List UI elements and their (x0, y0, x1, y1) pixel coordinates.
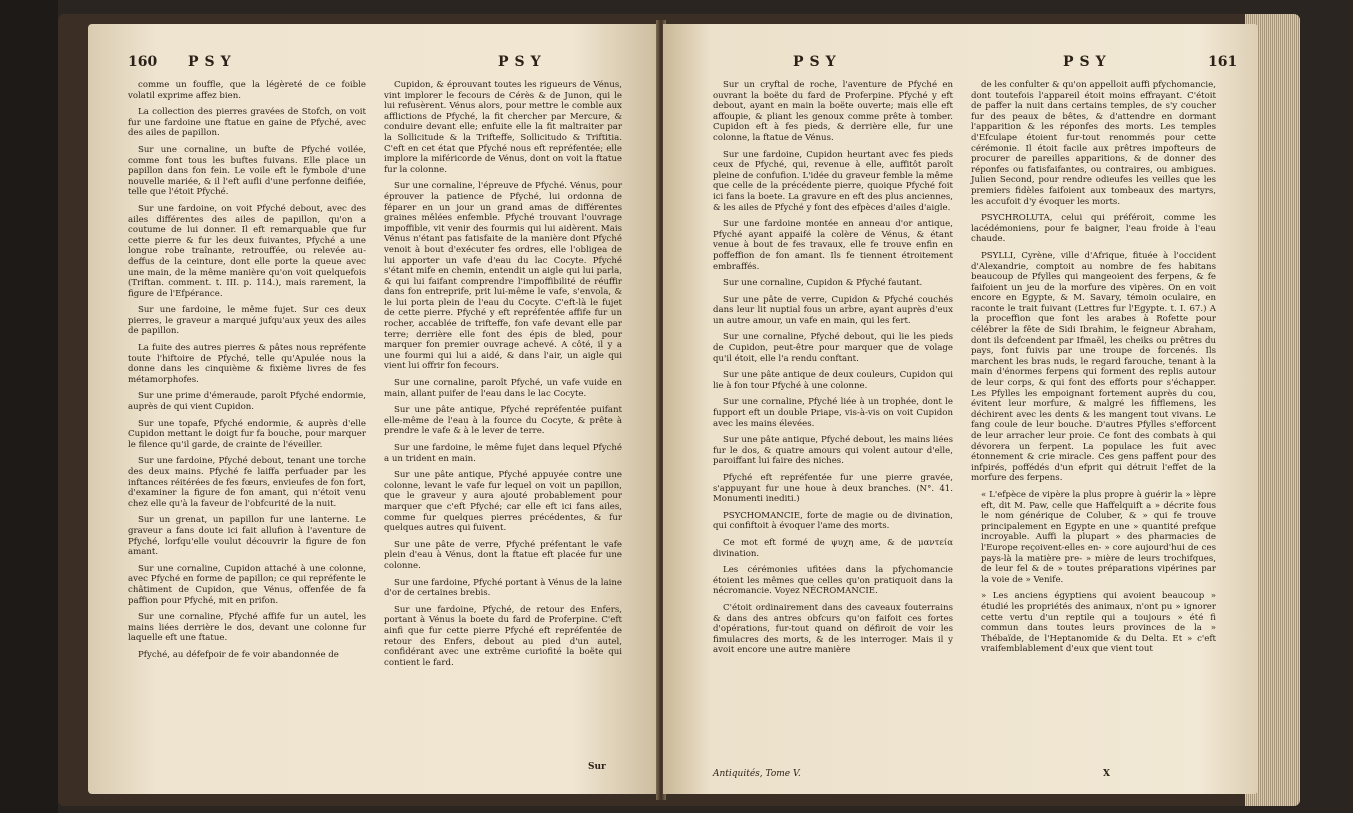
paragraph: Sur une fardoine, le même fujet dans lequel Pfyché a un trident en main. (384, 443, 622, 464)
paragraph: Sur une fardoine, Pfyché, de retour des Enfers, portant à Vénus la boete du fard de Proferpine. C'eft ainfi que fur cette pierre Pfyché eft repréfentée de retour des Enfers, debout au pied d'un autel, confidérant avec une extrême curiofité la boëte qui contient le fard. (384, 604, 622, 668)
paragraph: Sur une fardoine, Pfyché debout, tenant une torche des deux mains. Pfyché fe laiffa perfuader par les inftances réitérées de fes fœurs, envieufes de fon fort, d'examiner la figure de fon amant, qui n'étoit venu chez elle qu'à la faveur de l'obfcurité de la nuit. (128, 456, 366, 509)
page-number-left: 160 (128, 54, 158, 70)
page-number-right: 161 (1208, 54, 1238, 70)
running-head-left-1: PSY (188, 54, 237, 70)
book (58, 14, 1298, 806)
paragraph: Sur une cornaline, Pfyché debout, qui lie les pieds de Cupidon, peut-être pour marquer que de volage qu'il étoit, elle l'a rendu conftant. (713, 332, 953, 364)
paragraph: Sur une cornaline, paroît Pfyché, un vafe vuide en main, allant puifer de l'eau dans le lac Cocyte. (384, 378, 622, 399)
paragraph: La fuite des autres pierres & pâtes nous repréfente toute l'hiftoire de Pfyché, telle qu'Apulée nous la donne dans les cinquième & fixième livres de fes métamorphofes. (128, 343, 366, 385)
background-left (0, 0, 58, 813)
paragraph: Sur une cornaline, Pfyché affife fur un autel, les mains liées derrière le dos, devant une colonne fur laquelle eft une ftatue. (128, 612, 366, 644)
paragraph: PSYCHROLUTA, celui qui préféroit, comme les lacédémoniens, pour fe baigner, l'eau froide à l'eau chaude. (971, 213, 1216, 245)
running-head-right-1: PSY (793, 54, 842, 70)
paragraph: Sur une cornaline, Cupidon attaché à une colonne, avec Pfyché en forme de papillon; ce qui repréfente le châtiment de Cupidon, que Vénus, offenfée de fa paffion pour Pfyché, mit en prifon. (128, 563, 366, 606)
right-column-2 (971, 80, 1216, 661)
paragraph: Cupidon, & éprouvant toutes les rigueurs de Vénus, vint implorer le fecours de Cérès & de Junon, qui le lui refusèrent. Vénus alors, pour mettre le comble aux afflictions de Pfyché, la fit chercher par Mercure, & conduire devant elle; enfuite elle la fit maltraiter par la Sollicitude & la Trifteffe, Sollicitudo & Triftitia. C'eft en cet état que Pfyché nous eft repréfentée; elle implore la miféricorde de Vénus, dont on voit la ftatue fur la colonne. (384, 80, 622, 175)
paragraph: Sur une pâte de verre, Cupidon & Pfyché couchés dans leur lit nuptial fous un arbre, ayant auprès d'eux un autre amour, un vafe en main, qui les fert. (713, 294, 953, 326)
paragraph: Les cérémonies ufitées dans la pfychomancie étoient les mêmes que celles qu'on pratiquoit dans la nécromancie. Voyez NÉCROMANCIE. (713, 565, 953, 597)
paragraph: de les confulter & qu'on appelloit auffi pfychomancie, dont toutefois l'appareil étoit moins effrayant. C'étoit de paffer la nuit dans certains temples, de s'y coucher fur des peaux de bêtes, & d'attendre en dormant l'apparition & les réponfes des morts. Les temples d'Efculape étoient fur-tout renommés pour cette cérémonie. Il étoit facile aux prêtres impofteurs de procurer de pareilles apparitions, & de donner des réponfes ou fatisfaifantes, ou contraires, ou ambigues. Julien Second, pour rendre odieufes les veilles que les premiers fidèles faifoient aux tombeaux des martyrs, les accufoit d'y évoquer les morts. (971, 80, 1216, 207)
paragraph: La collection des pierres gravées de Stofch, on voit fur une fardoine une ftatue en gaine de Pfyché, avec des ailes de papillon. (128, 107, 366, 139)
paragraph: PSYCHOMANCIE, forte de magie ou de divination, qui confiftoit à évoquer l'ame des morts. (713, 510, 953, 532)
paragraph: Sur une cornaline, Cupidon & Pfyché fautant. (723, 278, 923, 289)
running-head-right-2: PSY (1063, 54, 1112, 70)
paragraph: Ce mot eft formé de ψυχη ame, & de μαντεία divination. (713, 537, 953, 559)
paragraph: Sur une cornaline, un bufte de Pfyché voilée, comme font tous les buftes fuivans. Elle place un papillon dans fon fein. Le voile eft le fymbole d'une nouvelle mariée, & il l'eft aufli d'une perfonne deifiée, telle que l'étoit Pfyché. (128, 144, 366, 198)
paragraph: Sur une pâte antique de deux couleurs, Cupidon qui lie à fon tour Pfyché à une colonne. (713, 370, 953, 391)
signature-mark: X (1103, 769, 1110, 779)
paragraph: Sur une fardoine montée en anneau d'or antique, Pfyché ayant appaifé la colère de Vénus, & étant venue à bout de fes travaux, elle fe trouve enfin en poffeffion de fon amant. Ils fe tiennent étroitement embraffés. (713, 219, 953, 272)
paragraph: Sur un cryftal de roche, l'aventure de Pfyché en ouvrant la boëte du fard de Proferpine. Pfyché y eft debout, ayant en main la boëte ouverte; mais elle eft affoupie, & pliant les genoux comme prête à tomber. Cupidon eft à fes pieds, & derrière elle, fur une colonne, la ftatue de Vénus. (713, 80, 953, 143)
left-column-2 (384, 80, 622, 674)
left-page (88, 24, 658, 794)
left-column-1 (128, 80, 366, 667)
paragraph: Sur une fardoine, le même fujet. Sur ces deux pierres, le graveur a marqué jufqu'aux yeux des ailes de papillon. (128, 305, 366, 337)
paragraph: Sur une pâte antique, Pfyché debout, les mains liées fur le dos, & quatre amours qui volent autour d'elle, paroiffant lui faire des niches. (713, 435, 953, 467)
paragraph: Sur un grenat, un papillon fur une lanterne. Le graveur a fans doute ici fait allufion à l'aventure de Pfyché, lorfqu'elle voulut découvrir la figure de fon amant. (128, 515, 366, 558)
right-page (663, 24, 1258, 794)
paragraph: Pfyché eft repréfentée fur une pierre gravée, s'appuyant fur une houe à deux branches. (N°. 41. Monumenti inediti.) (713, 473, 953, 505)
volume-footer: Antiquités, Tome V. (713, 769, 801, 779)
paragraph: Sur une pâte antique, Pfyché repréfentée puifant elle-même de l'eau à la fource du Cocyte, & prête à prendre le vafe & à le lever de terre. (384, 405, 622, 437)
paragraph: comme un fouffle, que la légèreté de ce foible volatil exprime affez bien. (128, 80, 366, 101)
paragraph: » Les anciens égyptiens qui avoient beaucoup » étudié les propriétés des animaux, n'ont pu » ignorer cette vertu d'un reptile qui a toujours » été fi commun dans toutes leurs provinces de la » Thébaïde, de l'Heptanomide & du Delta. Et » c'eft vraifemblablement d'eux que vient tout (981, 591, 1216, 655)
paragraph: Sur une cornaline, Pfyché liée à un trophée, dont le fupport eft un double Priape, vis-à-vis on voit Cupidon avec les mains élevées. (713, 397, 953, 429)
paragraph: Sur une cornaline, l'épreuve de Pfyché. Vénus, pour éprouver la patience de Pfyché, lui ordonna de féparer en un jour un grand amas de différentes graines mêlées enfemble. Pfyché trouvant l'ouvrage impoffible, vit venir des fourmis qui lui aidèrent. Mais Vénus n'étant pas fatisfaite de la manière dont Pfyché venoit à bout d'exécuter fes ordres, elle l'obligea de lui apporter un vafe d'eau du lac Cocyte. Pfyché s'étant mife en chemin, entendit un aigle qui lui parla, & qui lui faifant comprendre l'impoffibilité de réuffir dans fon entreprife, prit lui-même le vafe, s'envola, & le lui porta plein de l'eau du Cocyte. C'eft-là le fujet de cette pierre. Pfyché y eft repréfentée affife fur un rocher, accablée de trifteffe, fon vafe devant elle par terre; derrière elle font des épis de bled, pour marquer fon premier ouvrage achevé. A côté, il y a une fourmi qui lui a aidé, & dans l'air, un aigle qui vient lui offrir fon fecours. (384, 181, 622, 372)
paragraph: Sur une topafe, Pfyché endormie, & auprès d'elle Cupidon mettant le doigt fur fa bouche, pour marquer le filence qu'il garde, de crainte de l'éveiller. (128, 418, 366, 450)
paragraph: C'étoit ordinairement dans des caveaux fouterrains & dans des antres obfcurs qu'on faifoit ces fortes d'opérations, fur-tout quand on défiroit de voir les fimulacres des morts, & de les interroger. Mais il y avoit encore une autre manière (713, 602, 953, 656)
paragraph: PSYLLI, Cyrène, ville d'Afrique, fituée à l'occident d'Alexandrie, comptoit au nombre de fes habitans beaucoup de Pfylles qui mangeoient des ferpens, & fe faifoient un jeu de la morfure des vipères. On en voit encore en Egypte, & M. Savary, témoin oculaire, en raconte le trait fuivant (Lettres fur l'Egypte. t. I. 67.) A la proceffion que font les arabes à Rofette pour célébrer la fête de Sidi Ibrahim, le feigneur Abraham, dont ils defcendent par Ifmaël, les cheiks ou prêtres du pays, font fuivis par une troupe de forcenés. Ils marchent les bras nuds, le regard farouche, tenant à la main d'énormes ferpens qui forment des replis autour de leur corps, & qui font des efforts pour s'échapper. Les Pfylles les empoignant fortement auprès du cou, évitent leur morfure, & malgré les fifflemens, les déchirent avec les dents & les mangent tout vivans. Le fang coule de leur bouche. D'autres Pfylles s'efforcent de leur arracher leur proie. Ce font des combats à qui dévorera un ferpent. La populace les fuit avec étonnement & crie miracle. Ces gens paffent pour des infpirés, poffédés d'un efprit qui détruit l'effet de la morfure des ferpens. (971, 250, 1216, 484)
right-column-1 (713, 80, 953, 662)
paragraph: Sur une pâte antique, Pfyché appuyée contre une colonne, levant le vafe fur lequel on voit un papillon, que le graveur y aura ajouté probablement pour marquer que c'eft Pfyché; car elle eft ici fans ailes, comme fur quelques pierres précédentes, & fur quelques autres qui fuivent. (384, 470, 622, 534)
paragraph: Pfyché, au défefpoir de fe voir abandonnée de (138, 649, 339, 660)
paragraph: Sur une fardoine, Pfyché portant à Vénus de la laine d'or de certaines brebis. (384, 577, 622, 599)
paragraph: Sur une prime d'émeraude, paroît Pfyché endormie, auprès de qui vient Cupidon. (128, 391, 366, 413)
paragraph: « L'efpèce de vipère la plus propre à guérir la » lèpre eft, dit M. Paw, celle que Haffelquift a » décrite fous le nom générique de Coluber, & » qui fe trouve principalement en Egypte en une » quantité prefque incroyable. Auffi la plupart » des pharmacies de l'Europe reçoivent-elles en- » core aujourd'hui de ces pays-là la matière pre- » mière de leurs trochifques, de leur fel & de » toutes préparations vipérines par la voie de » Venife. (981, 489, 1216, 585)
paragraph: Sur une fardoine, on voit Pfyché debout, avec des ailes différentes des ailes de papillon, qu'on a coutume de lui donner. Il eft remarquable que fur cette pierre & fur les deux fuivantes, Pfyché a une longue robe traînante, retrouffée, ou relevée au-deffus de la ceinture, dont elle porte la queue avec une main, de la même manière qu'on voit quelquefois (Triftan. comment. t. III. p. 114.), mais rarement, la figure de l'Efpérance. (128, 203, 366, 299)
catchword: Sur (588, 762, 606, 772)
paragraph: Sur une fardoine, Cupidon heurtant avec fes pieds ceux de Pfyché, qui, revenue à elle, auffitôt paroît pleine de confufion. L'idée du graveur femble la même que celle de la précédente pierre, quoique Pfyché foit ici fans la boete. La gravure en eft des plus anciennes, & les ailes de Pfyché y font des efpèces d'ailes d'aigle. (713, 149, 953, 213)
running-head-left-2: PSY (498, 54, 547, 70)
paragraph: Sur une pâte de verre, Pfyché préfentant le vafe plein d'eau à Vénus, dont la ftatue eft placée fur une colonne. (384, 539, 622, 571)
